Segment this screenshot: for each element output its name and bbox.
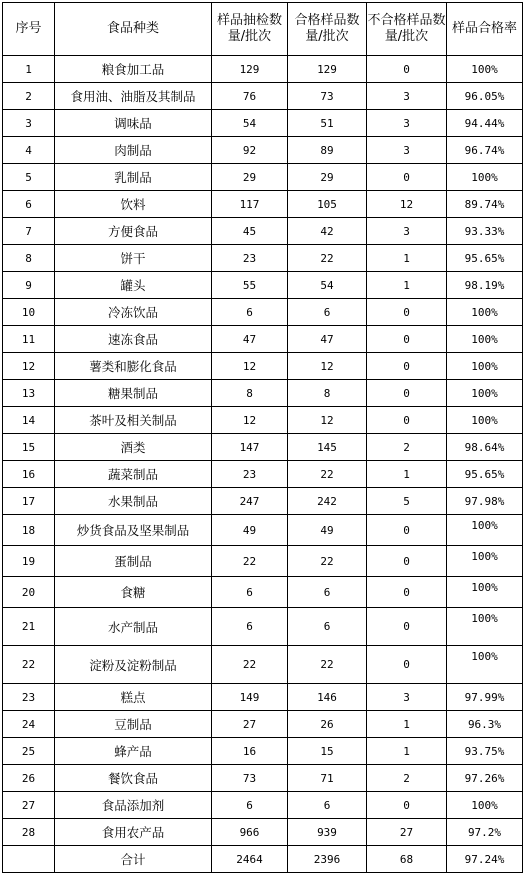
header-sampled: 样品抽检数量/批次	[212, 3, 288, 56]
cell-sampled: 247	[212, 488, 288, 515]
table-row	[3, 819, 523, 846]
cell-failed: 1	[367, 272, 447, 299]
cell-sampled: 23	[212, 245, 288, 272]
header-passed: 合格样品数量/批次	[288, 3, 367, 56]
cell-sampled: 147	[212, 434, 288, 461]
cell-failed: 1	[367, 461, 447, 488]
cell-passed: 12	[288, 407, 367, 434]
cell-failed: 0	[367, 353, 447, 380]
table-row	[3, 272, 523, 299]
cell-index: 25	[3, 738, 55, 765]
cell-rate: 98.19%	[447, 272, 523, 299]
cell-index: 23	[3, 684, 55, 711]
cell-category: 冷冻饮品	[55, 299, 212, 326]
cell-rate: 100%	[447, 608, 523, 646]
cell-index: 13	[3, 380, 55, 407]
cell-sampled: 129	[212, 56, 288, 83]
table-row	[3, 326, 523, 353]
cell-category: 饼干	[55, 245, 212, 272]
total-cell-passed: 2396	[288, 846, 367, 873]
cell-rate: 94.44%	[447, 110, 523, 137]
cell-passed: 49	[288, 515, 367, 546]
cell-index: 11	[3, 326, 55, 353]
cell-rate: 97.26%	[447, 765, 523, 792]
cell-failed: 5	[367, 488, 447, 515]
cell-failed: 0	[367, 792, 447, 819]
cell-index: 4	[3, 137, 55, 164]
cell-failed: 1	[367, 738, 447, 765]
table-row	[3, 299, 523, 326]
cell-rate: 100%	[447, 646, 523, 684]
cell-index: 22	[3, 646, 55, 684]
cell-rate: 96.05%	[447, 83, 523, 110]
cell-failed: 0	[367, 299, 447, 326]
table-row	[3, 164, 523, 191]
cell-failed: 0	[367, 608, 447, 646]
cell-category: 糕点	[55, 684, 212, 711]
cell-category: 餐饮食品	[55, 765, 212, 792]
cell-sampled: 6	[212, 299, 288, 326]
cell-category: 食用农产品	[55, 819, 212, 846]
cell-sampled: 49	[212, 515, 288, 546]
cell-rate: 100%	[447, 380, 523, 407]
cell-category: 水果制品	[55, 488, 212, 515]
table-row	[3, 56, 523, 83]
cell-sampled: 92	[212, 137, 288, 164]
cell-sampled: 12	[212, 353, 288, 380]
cell-rate: 96.3%	[447, 711, 523, 738]
cell-sampled: 117	[212, 191, 288, 218]
cell-sampled: 76	[212, 83, 288, 110]
cell-passed: 71	[288, 765, 367, 792]
cell-sampled: 966	[212, 819, 288, 846]
cell-passed: 129	[288, 56, 367, 83]
cell-failed: 27	[367, 819, 447, 846]
cell-index: 17	[3, 488, 55, 515]
cell-passed: 22	[288, 646, 367, 684]
cell-category: 方便食品	[55, 218, 212, 245]
table-row	[3, 380, 523, 407]
cell-category: 饮料	[55, 191, 212, 218]
cell-passed: 51	[288, 110, 367, 137]
cell-sampled: 16	[212, 738, 288, 765]
cell-failed: 2	[367, 434, 447, 461]
cell-index: 8	[3, 245, 55, 272]
cell-rate: 100%	[447, 164, 523, 191]
cell-rate: 93.33%	[447, 218, 523, 245]
cell-failed: 3	[367, 684, 447, 711]
cell-rate: 100%	[447, 56, 523, 83]
table-row	[3, 546, 523, 577]
cell-sampled: 55	[212, 272, 288, 299]
table-row	[3, 137, 523, 164]
cell-index: 16	[3, 461, 55, 488]
cell-failed: 0	[367, 515, 447, 546]
cell-index: 10	[3, 299, 55, 326]
cell-index: 21	[3, 608, 55, 646]
cell-passed: 8	[288, 380, 367, 407]
cell-rate: 100%	[447, 792, 523, 819]
total-cell-rate: 97.24%	[447, 846, 523, 873]
cell-sampled: 27	[212, 711, 288, 738]
cell-passed: 105	[288, 191, 367, 218]
cell-failed: 0	[367, 326, 447, 353]
cell-category: 蔬菜制品	[55, 461, 212, 488]
cell-category: 水产制品	[55, 608, 212, 646]
food-inspection-table	[2, 2, 523, 873]
cell-category: 豆制品	[55, 711, 212, 738]
cell-rate: 100%	[447, 515, 523, 546]
table-row	[3, 218, 523, 245]
cell-category: 调味品	[55, 110, 212, 137]
cell-category: 食品添加剂	[55, 792, 212, 819]
cell-index: 14	[3, 407, 55, 434]
table-row	[3, 515, 523, 546]
header-rate: 样品合格率	[447, 3, 523, 56]
cell-rate: 98.64%	[447, 434, 523, 461]
cell-index: 9	[3, 272, 55, 299]
cell-category: 糖果制品	[55, 380, 212, 407]
cell-rate: 95.65%	[447, 461, 523, 488]
cell-category: 薯类和膨化食品	[55, 353, 212, 380]
table-body	[3, 56, 523, 873]
cell-passed: 22	[288, 461, 367, 488]
cell-category: 炒货食品及坚果制品	[55, 515, 212, 546]
cell-failed: 3	[367, 137, 447, 164]
cell-index: 12	[3, 353, 55, 380]
cell-passed: 22	[288, 245, 367, 272]
cell-index: 3	[3, 110, 55, 137]
cell-failed: 0	[367, 56, 447, 83]
cell-sampled: 29	[212, 164, 288, 191]
cell-sampled: 47	[212, 326, 288, 353]
table-row	[3, 461, 523, 488]
cell-category: 蛋制品	[55, 546, 212, 577]
cell-index: 15	[3, 434, 55, 461]
table-row	[3, 353, 523, 380]
total-cell-category: 合计	[55, 846, 212, 873]
cell-index: 5	[3, 164, 55, 191]
table-row	[3, 646, 523, 684]
cell-passed: 939	[288, 819, 367, 846]
cell-sampled: 12	[212, 407, 288, 434]
cell-passed: 6	[288, 577, 367, 608]
table-row	[3, 684, 523, 711]
cell-passed: 146	[288, 684, 367, 711]
cell-rate: 97.98%	[447, 488, 523, 515]
cell-rate: 100%	[447, 326, 523, 353]
cell-failed: 3	[367, 110, 447, 137]
cell-rate: 97.2%	[447, 819, 523, 846]
header-index: 序号	[3, 3, 55, 56]
cell-failed: 3	[367, 218, 447, 245]
cell-category: 食糖	[55, 577, 212, 608]
cell-passed: 145	[288, 434, 367, 461]
cell-rate: 100%	[447, 353, 523, 380]
cell-passed: 89	[288, 137, 367, 164]
cell-sampled: 6	[212, 792, 288, 819]
cell-rate: 100%	[447, 546, 523, 577]
cell-category: 淀粉及淀粉制品	[55, 646, 212, 684]
cell-failed: 0	[367, 646, 447, 684]
total-cell-failed: 68	[367, 846, 447, 873]
table-row	[3, 711, 523, 738]
cell-rate: 96.74%	[447, 137, 523, 164]
cell-failed: 0	[367, 546, 447, 577]
cell-sampled: 149	[212, 684, 288, 711]
cell-failed: 3	[367, 83, 447, 110]
cell-sampled: 6	[212, 608, 288, 646]
cell-sampled: 54	[212, 110, 288, 137]
cell-passed: 73	[288, 83, 367, 110]
cell-index: 18	[3, 515, 55, 546]
table-row	[3, 577, 523, 608]
cell-index: 1	[3, 56, 55, 83]
cell-failed: 0	[367, 164, 447, 191]
cell-sampled: 73	[212, 765, 288, 792]
cell-failed: 0	[367, 407, 447, 434]
cell-passed: 6	[288, 792, 367, 819]
total-cell-index	[3, 846, 55, 873]
cell-sampled: 22	[212, 546, 288, 577]
header-category: 食品种类	[55, 3, 212, 56]
cell-index: 28	[3, 819, 55, 846]
cell-rate: 89.74%	[447, 191, 523, 218]
cell-passed: 26	[288, 711, 367, 738]
table-row	[3, 407, 523, 434]
cell-failed: 12	[367, 191, 447, 218]
table-row	[3, 488, 523, 515]
cell-failed: 2	[367, 765, 447, 792]
cell-category: 粮食加工品	[55, 56, 212, 83]
total-cell-sampled: 2464	[212, 846, 288, 873]
cell-passed: 12	[288, 353, 367, 380]
cell-sampled: 45	[212, 218, 288, 245]
table-row	[3, 83, 523, 110]
cell-index: 27	[3, 792, 55, 819]
cell-index: 26	[3, 765, 55, 792]
table-row	[3, 738, 523, 765]
cell-rate: 100%	[447, 299, 523, 326]
cell-index: 2	[3, 83, 55, 110]
cell-rate: 95.65%	[447, 245, 523, 272]
header-failed: 不合格样品数量/批次	[367, 3, 447, 56]
cell-rate: 100%	[447, 577, 523, 608]
cell-passed: 242	[288, 488, 367, 515]
cell-category: 茶叶及相关制品	[55, 407, 212, 434]
cell-index: 24	[3, 711, 55, 738]
cell-passed: 6	[288, 299, 367, 326]
cell-passed: 22	[288, 546, 367, 577]
cell-sampled: 22	[212, 646, 288, 684]
cell-category: 酒类	[55, 434, 212, 461]
cell-failed: 1	[367, 245, 447, 272]
cell-rate: 100%	[447, 407, 523, 434]
cell-sampled: 6	[212, 577, 288, 608]
cell-index: 20	[3, 577, 55, 608]
cell-rate: 97.99%	[447, 684, 523, 711]
total-row	[3, 846, 523, 873]
table-row	[3, 792, 523, 819]
table-row	[3, 110, 523, 137]
cell-failed: 1	[367, 711, 447, 738]
cell-category: 食用油、油脂及其制品	[55, 83, 212, 110]
cell-passed: 47	[288, 326, 367, 353]
cell-passed: 15	[288, 738, 367, 765]
cell-passed: 29	[288, 164, 367, 191]
cell-category: 罐头	[55, 272, 212, 299]
cell-index: 7	[3, 218, 55, 245]
cell-index: 19	[3, 546, 55, 577]
cell-failed: 0	[367, 380, 447, 407]
cell-category: 蜂产品	[55, 738, 212, 765]
cell-category: 肉制品	[55, 137, 212, 164]
cell-category: 乳制品	[55, 164, 212, 191]
cell-failed: 0	[367, 577, 447, 608]
cell-index: 6	[3, 191, 55, 218]
cell-sampled: 8	[212, 380, 288, 407]
cell-passed: 42	[288, 218, 367, 245]
table-row	[3, 245, 523, 272]
table-row	[3, 191, 523, 218]
cell-rate: 93.75%	[447, 738, 523, 765]
header-row	[3, 3, 523, 56]
cell-category: 速冻食品	[55, 326, 212, 353]
cell-sampled: 23	[212, 461, 288, 488]
cell-passed: 54	[288, 272, 367, 299]
table-row	[3, 765, 523, 792]
table-row	[3, 434, 523, 461]
table-row	[3, 608, 523, 646]
cell-passed: 6	[288, 608, 367, 646]
